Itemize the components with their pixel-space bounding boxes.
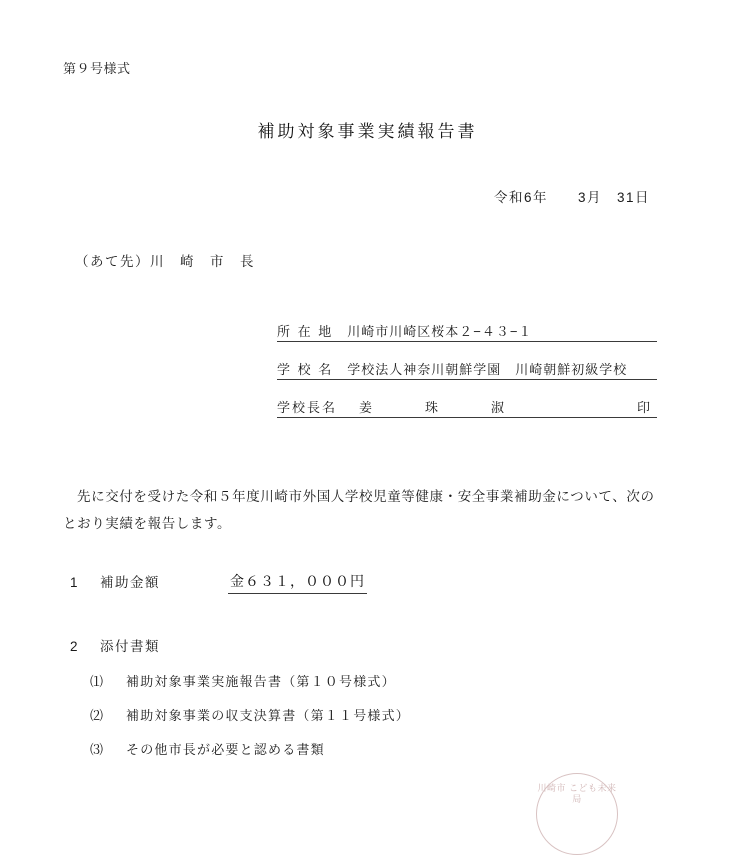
body-paragraph xyxy=(63,483,668,537)
item-2-label: 添付書類 xyxy=(100,639,160,654)
attachment-item-1 xyxy=(90,671,396,690)
attachment-3-text: その他市長が必要と認める書類 xyxy=(126,742,325,757)
attachment-1-text: 補助対象事業実施報告書（第１０号様式） xyxy=(126,674,396,689)
field-value-principal-name: 姜 珠 淑 xyxy=(359,400,514,415)
page-title: 補助対象事業実績報告書 xyxy=(257,122,478,141)
official-stamp: 川崎市 こども未来局 xyxy=(536,773,618,855)
field-label-principal-name: 学校長名 xyxy=(277,400,338,415)
body-line-1: 先に交付を受けた令和５年度川崎市外国人学校児童等健康・安全事業補助金について、次の xyxy=(77,489,655,504)
document-date: 令和6年 3月 31日 xyxy=(493,190,650,205)
field-label-address: 所 在 地 xyxy=(277,324,334,339)
field-row-address xyxy=(277,310,657,342)
subsidy-amount: 金６３１，０００円 xyxy=(228,571,367,594)
field-row-principal-name xyxy=(277,386,657,418)
attachment-3-number: ⑶ xyxy=(90,742,105,757)
seal-mark: 印 xyxy=(636,400,651,415)
field-label-school-name: 学 校 名 xyxy=(277,362,334,377)
attachment-item-2 xyxy=(90,705,410,724)
item-1 xyxy=(70,571,160,591)
body-line-2: とおり実績を報告します。 xyxy=(63,516,232,531)
field-value-school-name: 学校法人神奈川朝鮮学園 川崎朝鮮初級学校 xyxy=(347,362,628,377)
attachment-2-text: 補助対象事業の収支決算書（第１１号様式） xyxy=(126,708,411,723)
field-value-address: 川崎市川崎区桜本２−４３−１ xyxy=(347,324,533,339)
item-1-label: 補助金額 xyxy=(100,575,160,590)
item-1-number: 1 xyxy=(70,575,80,590)
attachment-1-number: ⑴ xyxy=(90,674,105,689)
attachment-item-3 xyxy=(90,739,325,758)
addressee: （あて先）川 崎 市 長 xyxy=(75,254,255,269)
item-2 xyxy=(70,635,160,655)
form-number: 第９号様式 xyxy=(63,61,131,76)
field-row-school-name xyxy=(277,348,657,380)
applicant-fields xyxy=(277,310,657,424)
item-2-number: 2 xyxy=(70,639,80,654)
attachment-2-number: ⑵ xyxy=(90,708,105,723)
